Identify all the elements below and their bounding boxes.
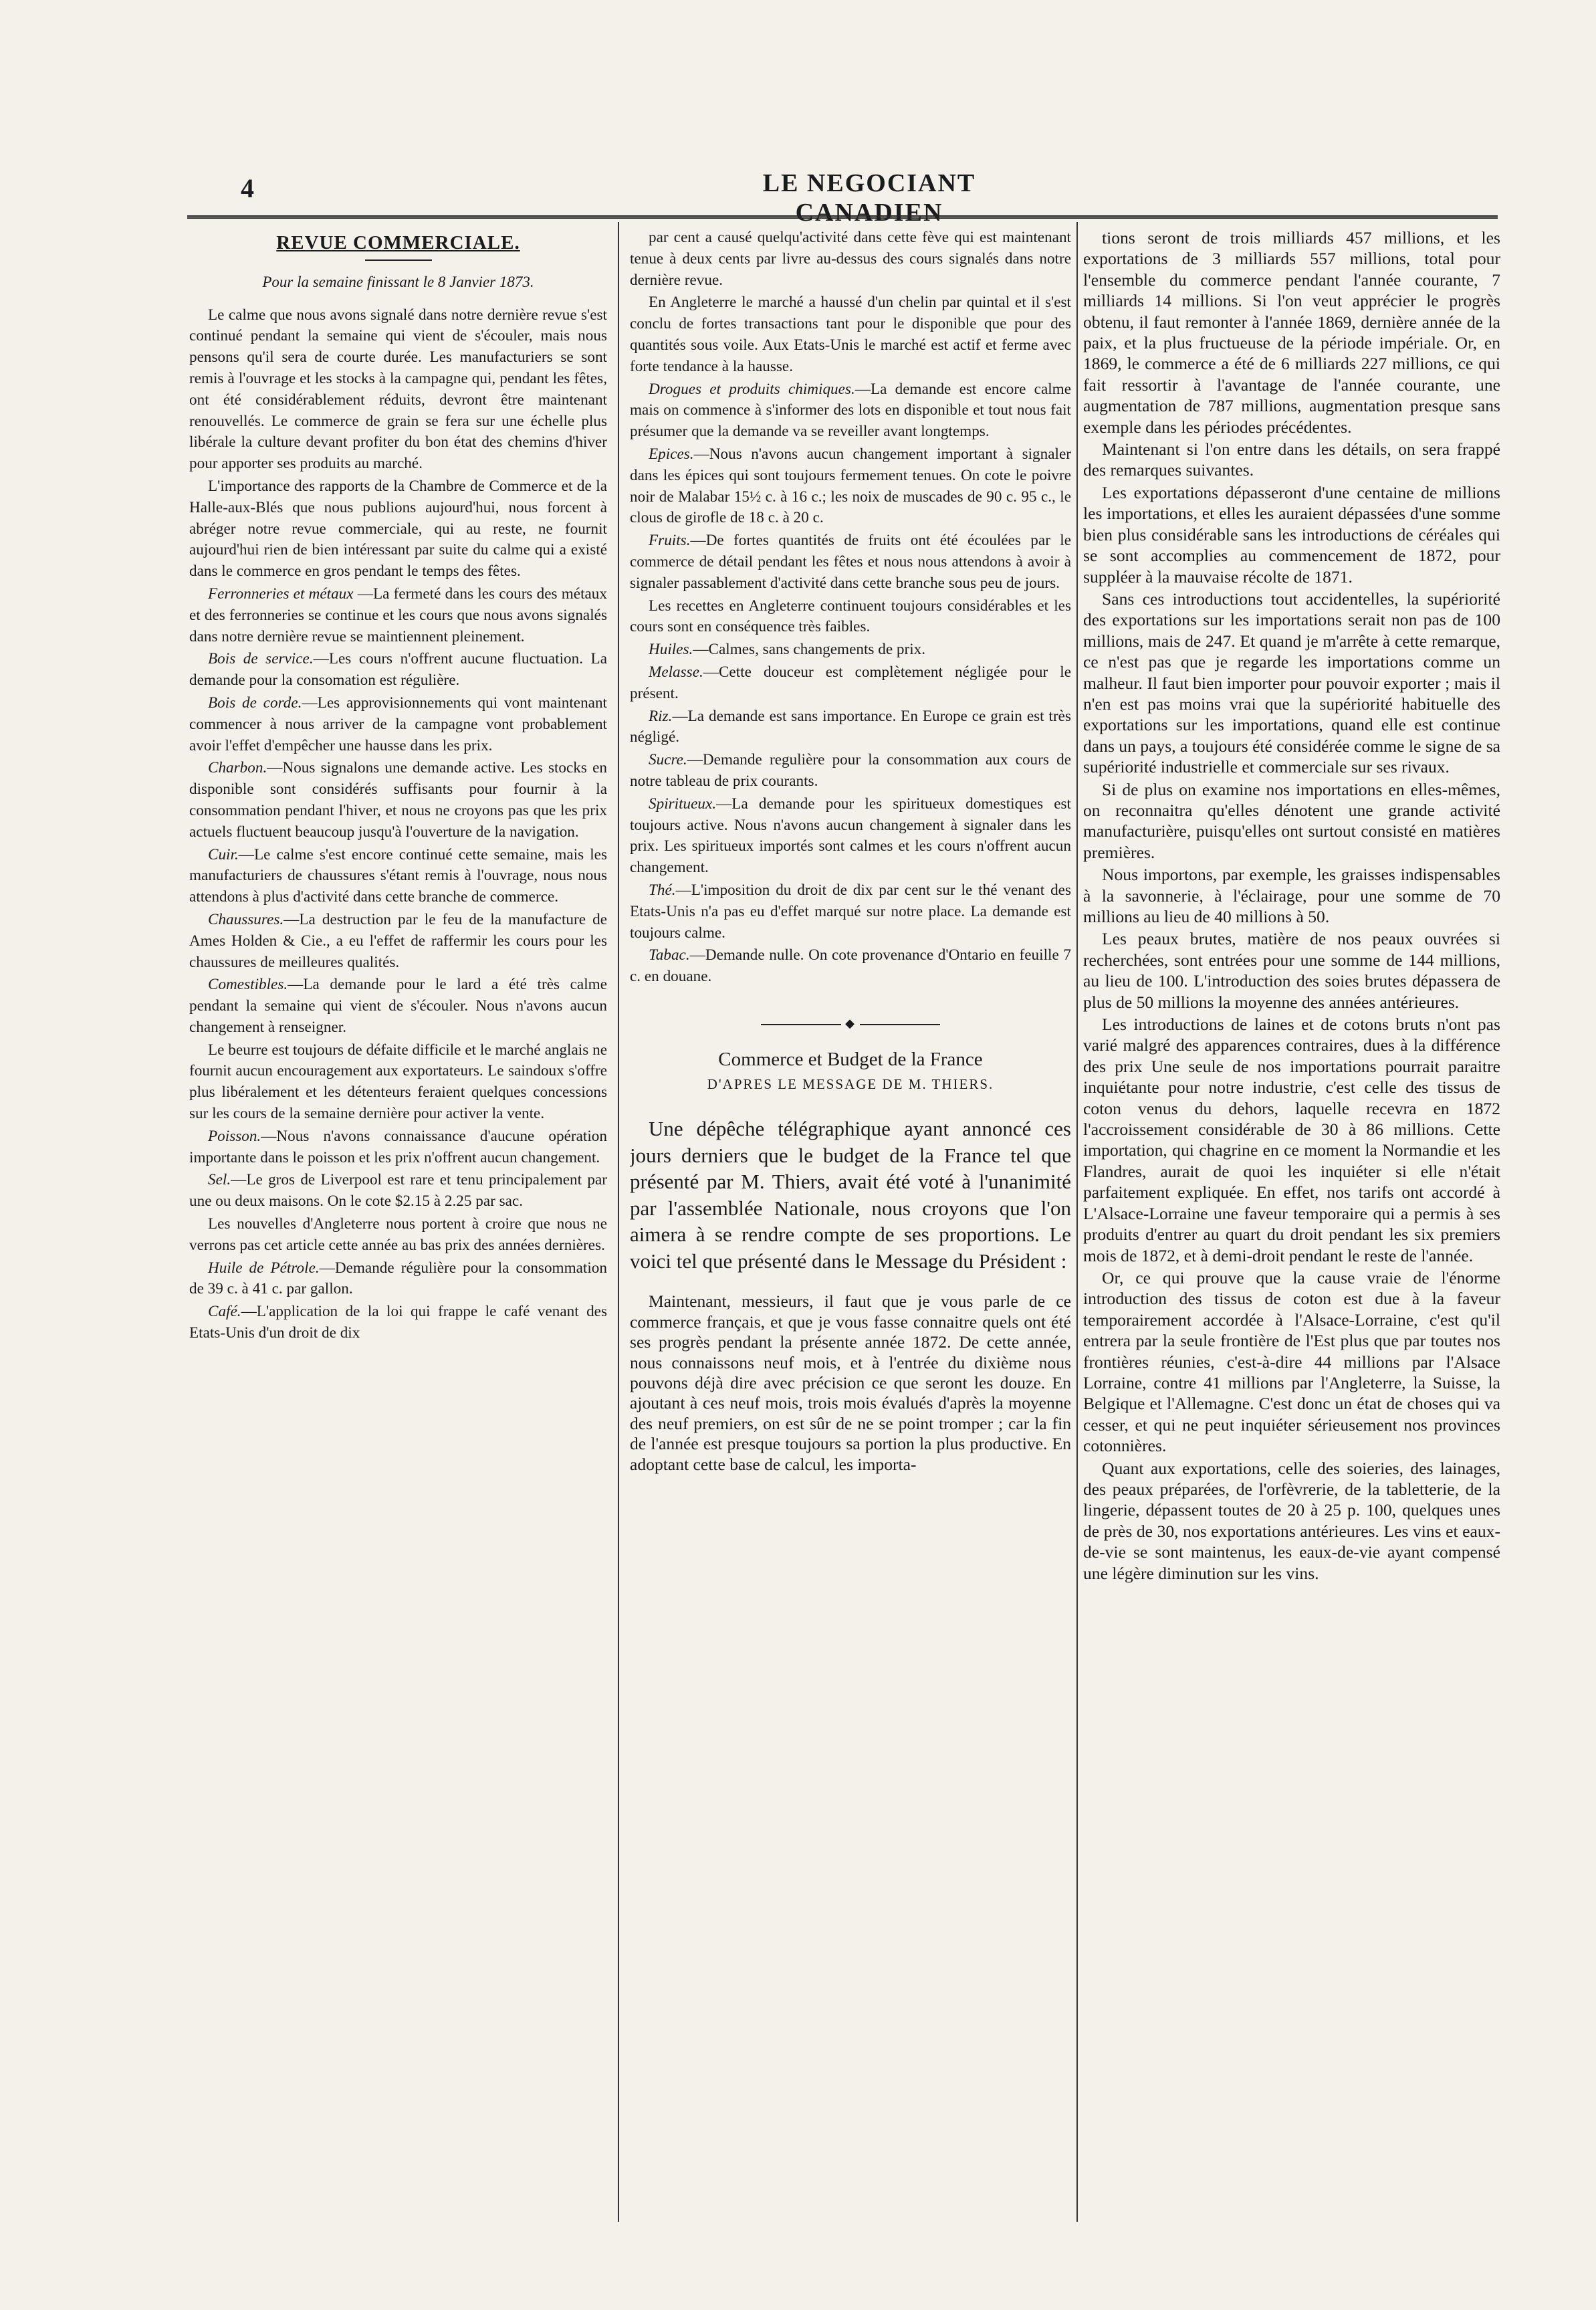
paragraph-text: —Demande nulle. On cote provenance d'Ontario en feuille 7 c. en douane.	[630, 946, 1071, 986]
article-intro: Une dépêche télégraphique ayant annoncé ces jours derniers que le budget de la France tel que présenté par M. Thiers, avait été voté à l'unanimité par l'assemblée Nationale, nous croyons que l'on aimera à se rendre compte de ses proportions. Le voici tel que présenté dans le Message du Président :	[630, 1117, 1071, 1273]
paragraph	[189, 1126, 607, 1169]
paragraph-lead: Huile de Pétrole.	[208, 1259, 320, 1277]
paragraph-text: —La demande est sans importance. En Europe ce grain est très négligé.	[630, 707, 1071, 746]
paragraph	[189, 1170, 607, 1213]
paragraph	[630, 639, 1071, 661]
paragraph: tions seront de trois milliards 457 millions, et les exportations de 3 milliards 557 millions, total pour l'ensemble du commerce pendant l'année courante, 7 milliards 14 millions. Si l'on veut apprécier le progrès obtenu, il faut remonter à l'année 1869, dernière année de la paix, et la plus fructueuse de la période impériale. Or, en 1869, le commerce a été de 6 milliards 227 millions, ce qui fait ressortir à l'avantage de l'année courante, une augmentation de 787 millions, augmentation presque sans exemple dans les périodes précédentes.	[1083, 228, 1500, 437]
paragraph	[630, 662, 1071, 705]
article-body	[630, 227, 1071, 988]
paragraph	[189, 910, 607, 973]
column-divider	[618, 222, 619, 2222]
paragraph-text: —Le gros de Liverpool est rare et tenu principalement par une ou deux maisons. On le cote $2.15 à 2.25 par sac.	[189, 1171, 607, 1211]
paragraph-text: —La destruction par le feu de la manufacture de Ames Holden & Cie., a eu l'effet de raffermir les cours pour les chaussures de meilleures qualités.	[189, 910, 607, 971]
paragraph-lead: Ferronneries et métaux	[208, 585, 354, 603]
paragraph-lead: Drogues et produits chimiques.	[649, 380, 855, 398]
paragraph-text: —La fermeté dans les cours des métaux et des ferronneries se continue et les cours que nous avons signalés dans notre dernière revue se maintiennent pleinement.	[189, 585, 607, 645]
paragraph-lead: Huiles.	[649, 641, 693, 659]
paragraph-lead: Epices.	[649, 445, 694, 463]
column-middle	[630, 227, 1071, 2220]
article-body	[1083, 227, 1500, 1584]
paragraph	[630, 945, 1071, 988]
paragraph-lead: Cuir.	[208, 845, 239, 863]
paragraph: Maintenant si l'on entre dans les détails, on sera frappé des remarques suivantes.	[1083, 439, 1500, 480]
paragraph-text: —La demande pour les spiritueux domestiques est toujours active. Nous n'avons aucun changement à signaler dans les prix. Les spiritueux importés sont calmes et les cours n'offrent aucun changement.	[630, 795, 1071, 877]
paragraph-text: —Les cours n'offrent aucune fluctuation. La demande pour la consomation est régulière.	[189, 650, 607, 690]
paragraph-text: —De fortes quantités de fruits ont été écoulées par le commerce de détail pendant les fêtes et nous nous attendons à avoir à signaler passablement d'activité dans cette branche sous peu de jours.	[630, 532, 1071, 592]
column-divider	[1076, 222, 1078, 2222]
paragraph	[630, 750, 1071, 793]
paragraph-text: Les nouvelles d'Angleterre nous portent à croire que nous ne verrons pas cet article cette année au bas prix des années dernières.	[189, 1215, 607, 1254]
paragraph-lead: Sel.	[208, 1171, 231, 1189]
paragraph-lead: Poisson.	[208, 1127, 261, 1145]
paragraph	[189, 305, 607, 475]
paragraph	[630, 880, 1071, 944]
paragraph	[189, 649, 607, 692]
header-rule	[187, 215, 1498, 219]
paragraph	[630, 379, 1071, 443]
paragraph-text: —Nous signalons une demande active. Les stocks en disponible sont considérés suffisants pour fournir à la consommation pendant l'hiver, et nous ne croyons pas que les prix actuels fluctuent beaucoup jusqu'à l'ouverture de la navigation.	[189, 759, 607, 841]
paragraph-lead: Fruits.	[649, 532, 691, 550]
paragraph	[189, 1258, 607, 1301]
paragraph-text: —Demande régulière pour la consommation de 39 c. à 41 c. par gallon.	[189, 1259, 607, 1298]
paragraph-text: par cent a causé quelqu'activité dans cette fève qui est maintenant tenue à deux cents par livre au-dessus des cours signalés dans notre dernière revue.	[630, 229, 1071, 289]
paragraph: Nous importons, par exemple, les graisses indispensables à la savonnerie, à l'éclairage, pour une somme de 70 millions au lieu de 40 millions à 50.	[1083, 865, 1500, 926]
paragraph	[630, 596, 1071, 639]
paragraph-lead: Thé.	[649, 881, 676, 899]
paragraph-text: —Calmes, sans changements de prix.	[693, 641, 926, 659]
paragraph: Sans ces introductions tout accidentelles, la supériorité des exportations sur les importations serait non pas de 100 millions, mais de 247. Et quand je m'arrête à cette remarque, ce n'est pas que je regarde les importations comme un malheur. Il faut bien importer pour pouvoir exporter ; mais il n'en est pas moins vrai que la supériorité habituelle des exportations sur les importations, quand elle est continue dans un pays, a toujours été considérée comme le signe de sa supériorité industrielle et commerciale sur ses rivaux.	[1083, 589, 1500, 777]
paragraph	[189, 1040, 607, 1125]
paragraph-text: Le beurre est toujours de défaite difficile et le marché anglais ne fournit aucun encouragement aux exportateurs. Le saindoux s'offre plus libéralement et les détenteurs feraient quelques concessions sur les cours de la semaine dernière pour activer la vente.	[189, 1041, 607, 1123]
paragraph	[189, 758, 607, 843]
paragraph	[630, 444, 1071, 529]
short-rule	[365, 259, 432, 261]
quoted-message: Maintenant, messieurs, il faut que je vous parle de ce commerce français, et que je vous fasse connaitre quels ont été ses progrès pendant la présente année 1872. De cette année, nous connaissons neuf mois, et à l'entrée du dixième nous pouvons déjà dire avec précision ce que seront les douze. En ajoutant à ces neuf mois, trois mois évalués d'après la moyenne des neuf premiers, on est sûr de ne se point tromper ; car la fin de l'année est presque toujours sa portion la plus productive. En adoptant cette base de calcul, les importa-	[630, 1291, 1071, 1474]
paragraph-lead: Spiritueux.	[649, 795, 717, 813]
paragraph-text: —Nous n'avons aucun changement important à signaler dans les épices qui sont toujours fermement tenues. On cote le poivre noir de Malabar 15½ c. à 16 c.; les noix de muscades de 90 c. 95 c., le clous de girofle de 18 c. à 20 c.	[630, 445, 1071, 527]
paragraph: Quant aux exportations, celle des soieries, des lainages, des peaux préparées, de l'orfèvrerie, de la tabletterie, de la lingerie, dépassent toutes de 20 à 25 p. 100, quelques unes de près de 30, nos exportations antérieures. Les vins et eaux-de-vie se sont maintenus, les eaux-de-vie ayant compensé une légère diminution sur les vins.	[1083, 1458, 1500, 1583]
paragraph	[189, 1301, 607, 1344]
section-heading: REVUE COMMERCIALE.	[276, 232, 520, 253]
paragraph	[630, 227, 1071, 291]
paragraph: Les exportations dépasseront d'une centaine de millions les importations, et elles les auraient dépassées d'une somme bien plus considérable sans les introductions de céréales qui se sont accomplies au commencement de 1872, pour suppléer à la mauvaise récolte de 1871.	[1083, 482, 1500, 587]
paragraph-text: En Angleterre le marché a haussé d'un chelin par quintal et il s'est conclu de fortes transactions tant pour le disponible que pour des quantités sous voile. Aux Etats-Unis le marché est actif et ferme avec forte tendance à la hausse.	[630, 294, 1071, 375]
article-subtitle: D'APRES LE MESSAGE DE M. THIERS.	[707, 1076, 994, 1093]
paragraph: Or, ce qui prouve que la cause vraie de l'énorme introduction des tissus de coton est due à la faveur temporairement accordée à l'Alsace-Lorraine, c'est qu'il entrera par la seule frontière de l'Est plus que par toutes nos frontières réunies, c'est-à-dire 44 millions par l'Alsace Lorraine, contre 41 millions par l'Angleterre, la Suisse, la Belgique et l'Allemagne. C'est donc un état de choses qui va cesser, et qui ne peut inquiéter sérieusement nos provinces cotonnières.	[1083, 1267, 1500, 1456]
paragraph	[189, 1214, 607, 1257]
paragraph	[630, 794, 1071, 879]
paragraph-lead: Charbon.	[208, 759, 267, 777]
paragraph-lead: Café.	[208, 1303, 241, 1321]
dateline: Pour la semaine finissant le 8 Janvier 1873.	[262, 273, 534, 290]
paragraph	[630, 292, 1071, 377]
column-left	[189, 227, 607, 2220]
paragraph-text: —La demande pour le lard a été très calme pendant la semaine qui vient de s'écouler. Nous n'avons aucun changement à renseigner.	[189, 976, 607, 1036]
paragraph-lead: Bois de corde.	[208, 694, 302, 712]
paragraph	[189, 476, 607, 583]
paragraph-text: —Les approvisionnements qui vont maintenant commencer à nous arriver de la campagne vont probablement avoir l'effet d'empêcher une hausse dans les prix.	[189, 694, 607, 754]
paragraph-lead: Bois de service.	[208, 650, 314, 668]
paragraph: Les introductions de laines et de cotons bruts n'ont pas varié malgré des apparences contraires, dues à la différence des prix Une seule de nos importations pourrait paraitre inquiétante pour notre industrie, c'est celle des tissus de coton venus du dehors, laquelle recevra en 1872 l'accroissement considérable de 30 à 86 millions. Cette importation, qui chagrine en ce moment la Normandie et les Flandres, aurait de quoi les inquiéter si elle n'était parfaitement expliquée. En effet, nos tarifs ont accordé à L'Alsace-Lorraine une faveur temporaire qui a permis à ses produits d'entrer au quart du droit pendant les six premiers mois de 1872, et à demi-droit pendant le reste de l'année.	[1083, 1015, 1500, 1265]
paragraph-lead: Chaussures.	[208, 910, 284, 928]
paragraph-text: Les recettes en Angleterre continuent toujours considérables et les cours sont en conséquence très faibles.	[630, 597, 1071, 636]
paragraph	[189, 974, 607, 1038]
paragraph: Si de plus on examine nos importations en elles-mêmes, on reconnaitra qu'elles dénotent une grande activité manufacturière, puisqu'elles ont surtout consisté en matières premières.	[1083, 779, 1500, 862]
paragraph	[189, 845, 607, 908]
paragraph-text: Le calme que nous avons signalé dans notre dernière revue s'est continué pendant la semaine qui vient de s'écouler, mais nous pensons qu'il sera de courte durée. Les manufacturiers se sont remis à l'ouvrage et les stocks à la campagne qui, pendant les fêtes, ont été considérablement réduits, devront être maintenant renouvellés. Le commerce de grain se fera sur une échelle plus libérale la culture devant profiter du bon état des chemins d'hiver pour apporter ses produits au marché.	[189, 306, 607, 473]
paragraph-text: L'importance des rapports de la Chambre de Commerce et de la Halle-aux-Blés que nous publions aujourd'hui, nous forcent à abréger notre revue commerciale, qui au reste, ne fournit aujourd'hui rien de bien intéressant par suite du calme qui a existé dans le commerce en gros pendant le temps des fêtes.	[189, 477, 607, 581]
paragraph-text: —L'imposition du droit de dix par cent sur le thé venant des Etats-Unis n'a pas eu d'effet marqué sur notre place. La demande est toujours calme.	[630, 881, 1071, 942]
article-body	[189, 305, 607, 1344]
paragraph	[630, 530, 1071, 594]
paragraph-lead: Sucre.	[649, 751, 687, 769]
section-ornament: ◆	[630, 1013, 1071, 1035]
paragraph-text: —Le calme s'est encore continué cette semaine, mais les manufacturiers de chaussures s'étant remis à l'ouvrage, nous nous attendons à plus d'activité dans cette branche de commerce.	[189, 845, 607, 906]
masthead-title: LE NEGOCIANT CANADIEN	[762, 169, 976, 227]
paragraph-lead: Tabac.	[649, 946, 690, 964]
paragraph-lead: Melasse.	[649, 663, 703, 681]
column-right	[1083, 227, 1500, 2220]
paragraph: Les peaux brutes, matière de nos peaux ouvrées si recherchées, sont entrées pour une somme de 144 millions, au lieu de 100. L'introduction des soies brutes dépassera de plus de 50 millions la moyenne des années antérieures.	[1083, 929, 1500, 1012]
paragraph	[189, 693, 607, 756]
paragraph-text: —L'application de la loi qui frappe le café venant des Etats-Unis d'un droit de dix	[189, 1303, 607, 1342]
article-title: Commerce et Budget de la France	[718, 1048, 983, 1070]
paragraph-text: —La demande est encore calme mais on commence à s'informer des lots en disponible et tout nous fait présumer que la demande va se reveiller avant longtemps.	[630, 380, 1071, 441]
page-number: 4	[241, 173, 254, 203]
paragraph-lead: Comestibles.	[208, 976, 288, 994]
paragraph-lead: Riz.	[649, 707, 673, 725]
paragraph-text: —Nous n'avons connaissance d'aucune opération importante dans le poisson et les prix n'offrent aucun changement.	[189, 1127, 607, 1166]
paragraph-text: —Cette douceur est complètement négligée pour le présent.	[630, 663, 1071, 702]
paragraph	[189, 584, 607, 647]
paragraph-text: —Demande regulière pour la consommation aux cours de notre tableau de prix courants.	[630, 751, 1071, 790]
paragraph	[630, 706, 1071, 749]
